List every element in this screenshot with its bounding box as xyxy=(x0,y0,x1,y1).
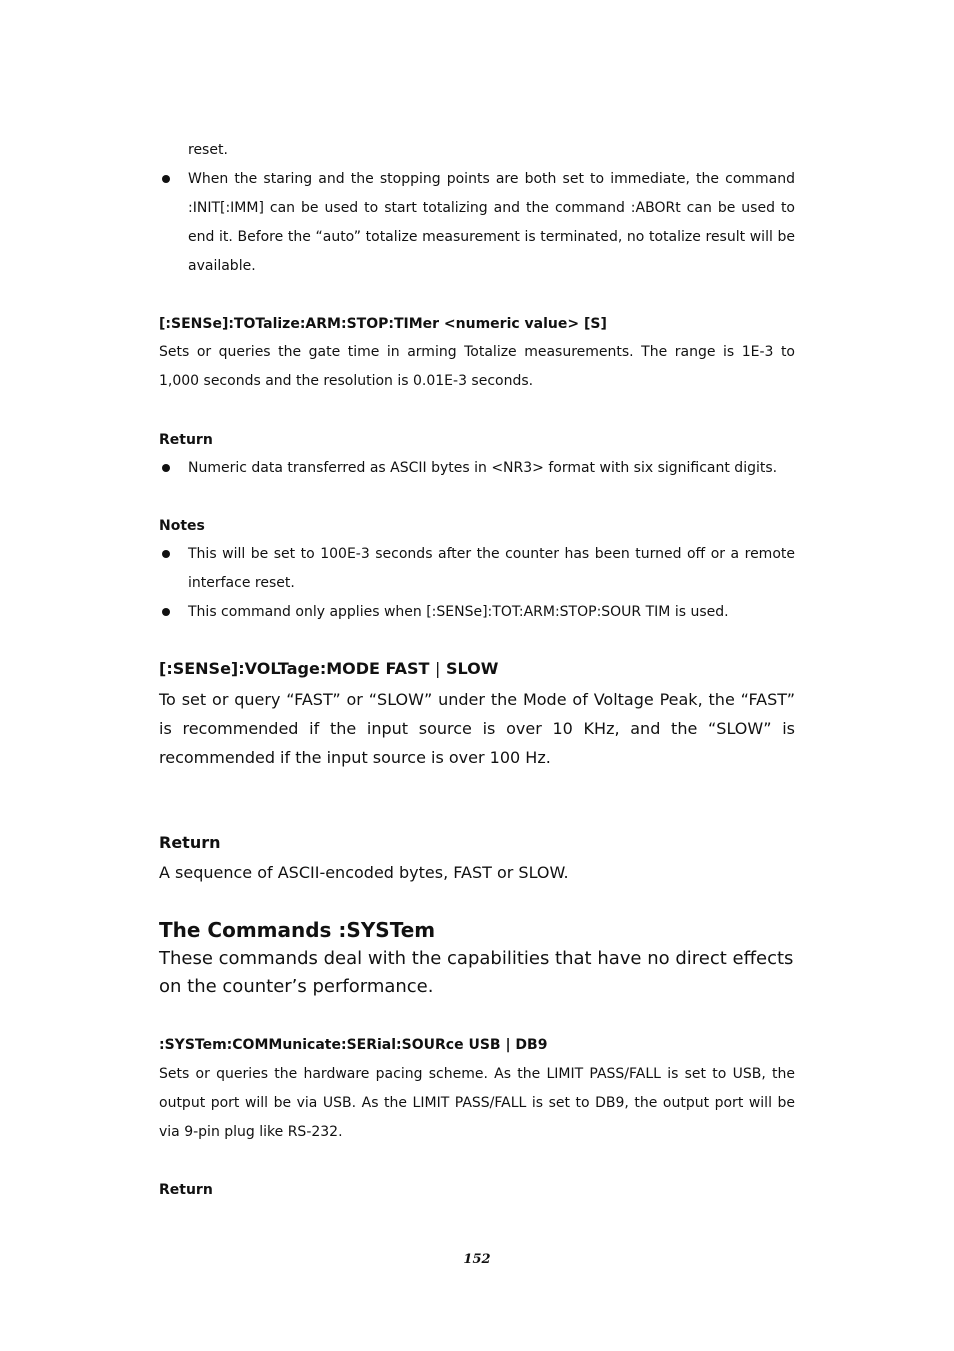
timer-notes-heading: Notes xyxy=(159,518,205,534)
timer-command-heading: [:SENSe]:TOTalize:ARM:STOP:TIMer <numeric value> [S] xyxy=(159,316,607,332)
continuation-text: reset. xyxy=(188,142,228,158)
voltage-heading-separator: | xyxy=(435,659,441,678)
system-section-intro: These commands deal with the capabilities that have no direct effects on the counter’s performance. xyxy=(159,948,794,997)
voltage-return-heading: Return xyxy=(159,833,221,852)
list-item xyxy=(159,598,795,627)
bullet-icon xyxy=(162,608,170,616)
voltage-heading-part-a: [:SENSe]:VOLTage:MODE FAST xyxy=(159,659,430,678)
bullet-icon xyxy=(162,464,170,472)
voltage-return-text: A sequence of ASCII-encoded bytes, FAST or SLOW. xyxy=(159,863,569,882)
list-item xyxy=(159,454,795,483)
system-command-description: Sets or queries the hardware pacing scheme. As the LIMIT PASS/FALL is set to USB, the output port will be via USB. As the LIMIT PASS/FALL is set to DB9, the output port will be via 9-pin plug like RS-232. xyxy=(159,1066,795,1140)
timer-command-description: Sets or queries the gate time in arming Totalize measurements. The range is 1E-3 to 1,000 seconds and the resolution is 0.01E-3 seconds. xyxy=(159,344,795,389)
list-item-text: When the staring and the stopping points are both set to immediate, the command :INIT[:IMM] can be used to start totalizing and the command :ABORt can be used to end it. Before the “auto” totalize measurement is terminated, no totalize result will be available. xyxy=(188,171,795,274)
list-item-text: This command only applies when [:SENSe]:TOT:ARM:STOP:SOUR TIM is used. xyxy=(188,604,729,620)
bullet-icon xyxy=(162,550,170,558)
system-command-heading: :SYSTem:COMMunicate:SERial:SOURce USB | DB9 xyxy=(159,1037,548,1053)
system-return-heading: Return xyxy=(159,1182,213,1198)
page-number: 152 xyxy=(463,1252,491,1267)
list-item-text: This will be set to 100E-3 seconds after the counter has been turned off or a remote interface reset. xyxy=(188,546,795,591)
system-section-heading: The Commands :SYSTem xyxy=(159,918,436,942)
voltage-command-heading xyxy=(159,658,498,680)
timer-return-heading: Return xyxy=(159,432,213,448)
list-item xyxy=(159,540,795,598)
bullet-icon xyxy=(162,175,170,183)
voltage-command-description: To set or query “FAST” or “SLOW” under the Mode of Voltage Peak, the “FAST” is recommended if the input source is over 10 KHz, and the “SLOW” is recommended if the input source is over 100 Hz. xyxy=(159,690,795,767)
voltage-heading-part-b: SLOW xyxy=(446,659,499,678)
list-item xyxy=(159,165,795,281)
list-item-text: Numeric data transferred as ASCII bytes in <NR3> format with six significant digits. xyxy=(188,460,778,476)
